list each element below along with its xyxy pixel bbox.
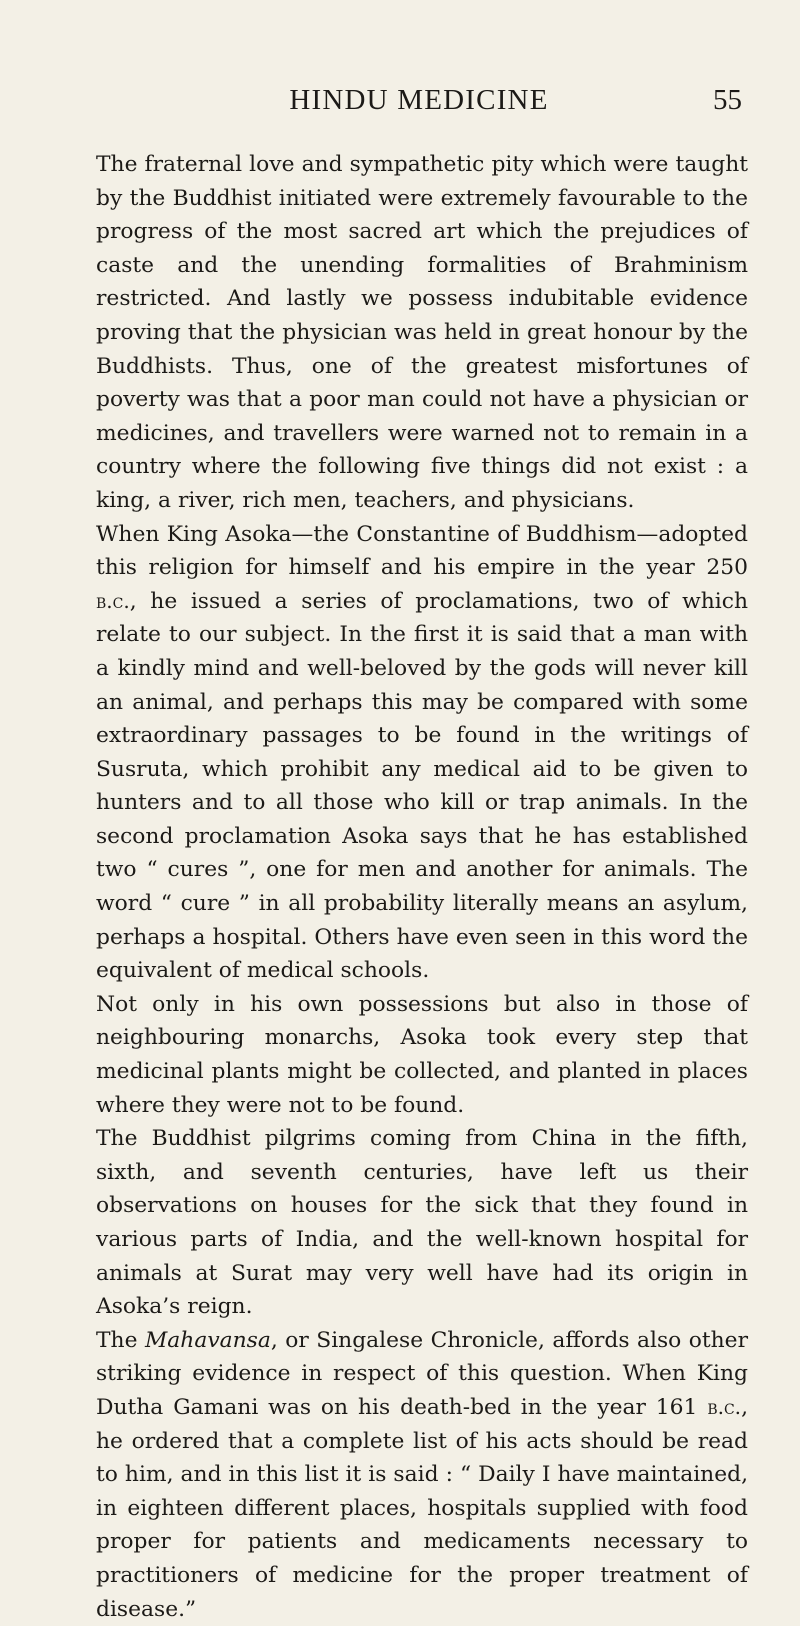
chronicle-title: Mahavansa — [144, 1327, 271, 1353]
paragraph-2-part-2: , he issued a series of proclamations, two of which relate to our subject. In the first it is said that a man with a kindly mind and well-beloved by the gods will never kill an animal, and perhaps this may be compared with some extraordinary passages to be found in the writings of Susruta, which prohibit any medical aid to be given to hunters and to all those who kill or trap animals. In the second proclamation Asoka says that he has established two “ cures ”, one for men and another for animals. The word “ cure ” in all probability literally means an asylum, perhaps a hospital. Others have even seen in this word the equivalent of medical schools. — [96, 588, 748, 984]
paragraph-5-part-2: , he ordered that a complete list of his acts should be read to him, and in this list it is said : “ Daily I have maintained, in eighteen different places, hospitals supplied with food proper for patients and medicaments necessary to practitioners of medicine for the proper treatment of disease.” — [96, 1394, 748, 1622]
running-title: HINDU MEDICINE — [289, 84, 549, 116]
paragraph-2 — [96, 518, 748, 988]
page-number: 55 — [713, 84, 742, 116]
era-abbreviation: b.c. — [96, 588, 130, 613]
paragraph-2-part-1: When King Asoka—the Constantine of Buddhism—adopted this religion for himself and his empire in the year 250 — [96, 521, 748, 581]
paragraph-1: The fraternal love and sympathetic pity which were taught by the Buddhist initiated were extremely favourable to the progress of the most sacred art which the prejudices of caste and the unending formalities of Brahminism restricted. And lastly we possess indubitable evidence proving that the physician was held in great honour by the Buddhists. Thus, one of the greatest misfortunes of poverty was that a poor man could not have a physician or medicines, and travellers were warned not to remain in a country where the following five things did not exist : a king, a river, rich men, teachers, and physicians. — [96, 152, 748, 513]
body-text — [96, 148, 748, 1626]
era-abbreviation: b.c. — [707, 1394, 742, 1419]
paragraph-5-lead: The — [96, 1327, 145, 1353]
paragraph-5 — [96, 1324, 748, 1626]
paragraph-4: The Buddhist pilgrims coming from China in the fifth, sixth, and seventh centuries, have left us their observations on houses for the sick that they found in various parts of India, and the well-known hospital for animals at Surat may very well have had its origin in Asoka’s reign. — [96, 1126, 748, 1320]
paragraph-3: Not only in his own possessions but also in those of neighbouring monarchs, Asoka took every step that medicinal plants might be collected, and planted in places where they were not to be found. — [96, 991, 748, 1118]
paragraph-5-part-1: , or Singalese Chronicle, affords also other striking evidence in respect of this question. When King Dutha Gamani was on his death-bed in the year 161 — [96, 1327, 749, 1420]
running-head — [96, 84, 742, 124]
